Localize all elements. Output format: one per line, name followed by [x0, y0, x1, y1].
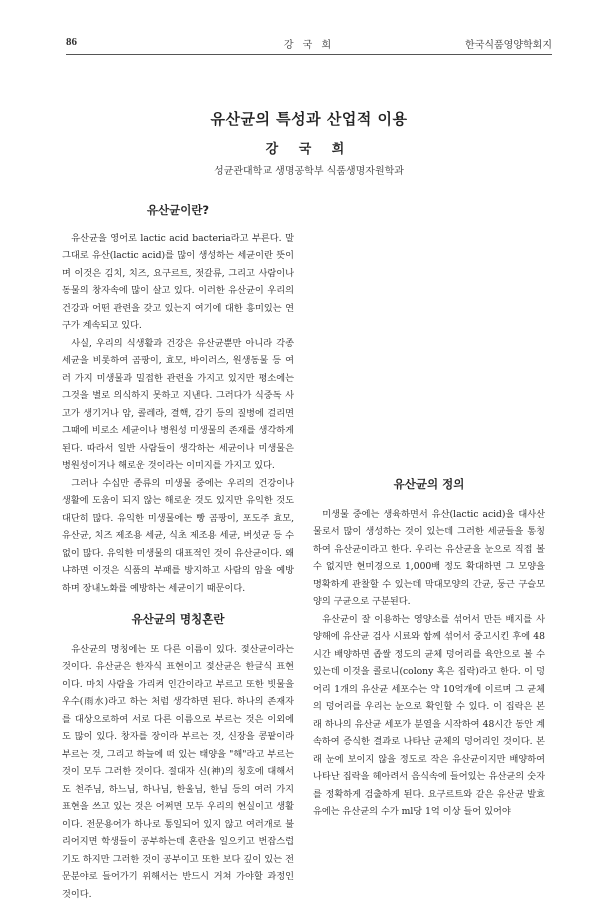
page-number: 86 [66, 36, 77, 48]
journal-name: 한국식품영양학회지 [465, 36, 552, 51]
article-title: 유산균의 특성과 산업적 이용 [66, 108, 552, 129]
paragraph: 유산균을 영어로 lactic acid bacteria라고 부른다. 말 그대로 유산(lactic acid)를 많이 생성하는 세균이란 뜻이며 이것은 김치, 치즈, 요구르트, 젓갈류, 그리고 사람이나 동물의 창자속에 많이 살고 있다. 이러한 유산균이 우리의 건강과 어떤 관련을 갖고 있는지 여기에 대한 흥미있는 연구가 계속되고 있다. [62, 230, 294, 335]
article-author: 강 국 희 [66, 138, 552, 157]
section-heading-naming-confusion: 유산균의 명칭혼란 [62, 611, 294, 629]
paragraph: 그러나 수십만 종류의 미생물 중에는 우리의 건강이나 생활에 도움이 되지 않는 해로운 것도 있지만 유익한 것도 대단히 많다. 유익한 미생물에는 빵 곰팡이, 포도주 효모, 유산균, 치즈 제조용 세균, 식초 제조용 세균, 버섯균 등 수 없이 많다. 유익한 미생물의 대표적인 것이 유산균이다. 왜냐하면 이것은 식품의 부패를 방지하고 사람의 암을 예방하며 장내노화를 예방하는 세균이기 때문이다. [62, 475, 294, 598]
title-block [66, 108, 552, 177]
header-rule [66, 54, 552, 55]
left-column [62, 194, 294, 903]
section-heading-what-is-lab: 유산균이란? [62, 202, 294, 220]
paragraph: 미생물 중에는 생육하면서 유산(lactic acid)을 대사산물로서 많이 생성하는 것이 있는데 그러한 세균들을 통칭하여 유산균이라고 한다. 우리는 유산균을 눈으로 직접 볼 수 없지만 현미경으로 1,000배 정도 확대하면 그 모양을 명확하게 관찰할 수 있는데 막대모양의 간균, 둥근 구슬모양의 구균으로 구분된다. [313, 506, 545, 611]
running-header [66, 36, 552, 52]
right-column [313, 194, 545, 821]
paragraph: 유산균이 잘 이용하는 영양소를 섞어서 만든 배지를 사양해에 유산균 검사 시료와 함께 섞어서 중고시킨 후에 48시간 배양하면 좁쌀 정도의 균체 덩어리를 육안으로 볼 수 있는데 이것을 콜로니(colony 혹은 집락)라고 한다. 이 덩어리 1개의 유산균 세포수는 약 10억개에 이르며 그 균체의 덩어리를 우리는 눈으로 확인할 수 있다. 이 집락은 본래 하나의 유산균 세포가 분열을 시작하여 48시간 동안 계속하여 증식한 결과로 나타난 균체의 덩어리인 것이다. 본래 눈에 보이지 않을 정도로 작은 유산균이지만 배양하여 나타난 집락을 헤아려서 음식속에 들어있는 유산균의 숫자를 정확하게 검출하게 된다. 요구르트와 같은 유산균 발효유에는 유산균의 수가 ml당 1억 이상 들어 있어야 [313, 611, 545, 821]
header-author: 강 국 희 [66, 36, 552, 51]
author-affiliation: 성균관대학교 생명공학부 식품생명자원학과 [66, 162, 552, 177]
section-heading-definition: 유산균의 정의 [313, 476, 545, 494]
paragraph: 사실, 우리의 식생활과 건강은 유산균뿐만 아니라 각종 세균을 비롯하여 곰팡이, 효모, 바이러스, 원생동물 등 여러 가지 미생물과 밀접한 관련을 가지고 있지만 평소에는 그것을 별로 의식하지 못하고 지낸다. 그러다가 식중독 사고가 생기거나 암, 콜레라, 결핵, 감기 등의 질병에 걸리면 그때에 비로소 세균이나 병원성 미생물의 존재를 생각하게 된다. 따라서 일반 사람들이 생각하는 세균이나 미생물은 병원성이거나 해로운 것이라는 이미지를 가지고 있다. [62, 335, 294, 475]
paragraph: 유산균의 명칭에는 또 다른 이름이 있다. 젖산균이라는 것이다. 유산균은 한자식 표현이고 젖산균은 한글식 표현이다. 마치 사람을 가리켜 인간이라고 부르고 또한 빗물을 우수(雨水)라고 하는 처럼 생각하면 된다. 하나의 존재자를 대상으로하여 서로 다른 이름으로 부르는 것은 이외에도 많이 있다. 창자를 장이라 부르는 것, 신장을 콩팥이라 부르는 것, 그리고 하늘에 떠 있는 태양을 "해"라고 부르는 것이 모두 그러한 것이다. 절대자 신(神)의 칭호에 대해서도 천주님, 하느님, 하나님, 한울님, 한님 등의 여러 가지 표현을 쓰고 있는 것은 어쩌면 모두 우리의 현실이고 생활이다. 전문용어가 하나로 통일되어 있지 않고 여러개로 불리어지면 학생들이 공부하는데 혼란을 일으키고 번잡스럽기도 하지만 그러한 것이 공부이고 또한 보다 깊이 있는 전문분야로 들어가기 위해서는 반드시 거쳐 가야할 과정인 것이다. [62, 641, 294, 903]
